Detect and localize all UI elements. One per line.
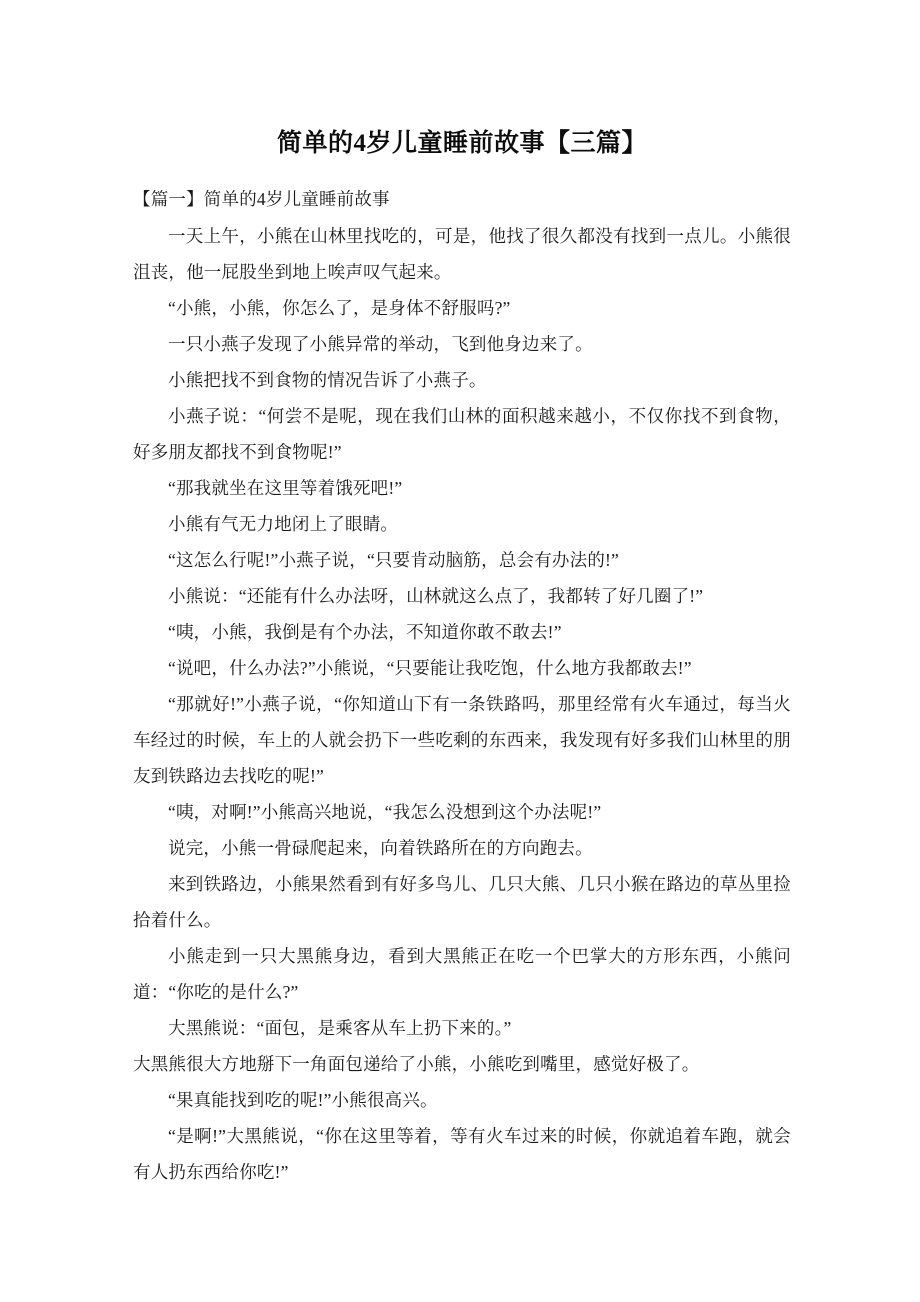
section-label: 【篇一】简单的4岁儿童睡前故事 bbox=[133, 189, 390, 210]
story-paragraph: 小熊走到一只大黑熊身边，看到大黑熊正在吃一个巴掌大的方形东西，小熊问道：“你吃的是什么?” bbox=[133, 946, 791, 1003]
story-paragraph: “咦，小熊，我倒是有个办法，不知道你敢不敢去!” bbox=[168, 622, 562, 643]
story-paragraph: “果真能找到吃的呢!”小熊很高兴。 bbox=[168, 1090, 438, 1111]
story-paragraph: “这怎么行呢!”小燕子说，“只要肯动脑筋，总会有办法的!” bbox=[168, 550, 620, 571]
story-paragraph: 一只小燕子发现了小熊异常的举动，飞到他身边来了。 bbox=[168, 334, 593, 355]
story-paragraph: 大黑熊说：“面包，是乘客从车上扔下来的。” bbox=[168, 1018, 512, 1039]
story-paragraph: “是啊!”大黑熊说，“你在这里等着，等有火车过来的时候，你就追着车跑，就会有人扔东西给你吃!” bbox=[133, 1126, 791, 1183]
story-paragraph: 一天上午，小熊在山林里找吃的，可是，他找了很久都没有找到一点儿。小熊很沮丧，他一屁股坐到地上唉声叹气起来。 bbox=[133, 226, 791, 283]
story-paragraph: 来到铁路边，小熊果然看到有好多鸟儿、几只大熊、几只小猴在路边的草丛里捡拾着什么。 bbox=[133, 874, 791, 931]
story-paragraph: 小燕子说：“何尝不是呢，现在我们山林的面积越来越小，不仅你找不到食物，好多朋友都找不到食物呢!” bbox=[133, 406, 791, 463]
story-paragraph: “那就好!”小燕子说，“你知道山下有一条铁路吗，那里经常有火车通过，每当火车经过的时候，车上的人就会扔下一些吃剩的东西来，我发现有好多我们山林里的朋友到铁路边去找吃的呢!” bbox=[133, 694, 791, 787]
story-paragraph: “咦，对啊!”小熊高兴地说，“我怎么没想到这个办法呢!” bbox=[168, 802, 602, 823]
story-body bbox=[133, 217, 791, 1190]
story-paragraph: 大黑熊很大方地掰下一角面包递给了小熊，小熊吃到嘴里，感觉好极了。 bbox=[133, 1054, 700, 1075]
document-content bbox=[133, 0, 791, 1190]
story-paragraph: 小熊说：“还能有什么办法呀，山林就这么点了，我都转了好几圈了!” bbox=[168, 586, 704, 607]
story-paragraph: “说吧，什么办法?”小熊说，“只要能让我吃饱，什么地方我都敢去!” bbox=[168, 658, 692, 679]
story-paragraph: 小熊把找不到食物的情况告诉了小燕子。 bbox=[168, 370, 487, 391]
story-paragraph: “那我就坐在这里等着饿死吧!” bbox=[168, 478, 403, 499]
story-paragraph: 小熊有气无力地闭上了眼睛。 bbox=[168, 514, 399, 535]
story-paragraph: 说完，小熊一骨碌爬起来，向着铁路所在的方向跑去。 bbox=[168, 838, 593, 859]
story-paragraph: “小熊，小熊，你怎么了，是身体不舒服吗?” bbox=[168, 298, 511, 319]
page-title: 简单的4岁儿童睡前故事【三篇】 bbox=[276, 130, 647, 157]
